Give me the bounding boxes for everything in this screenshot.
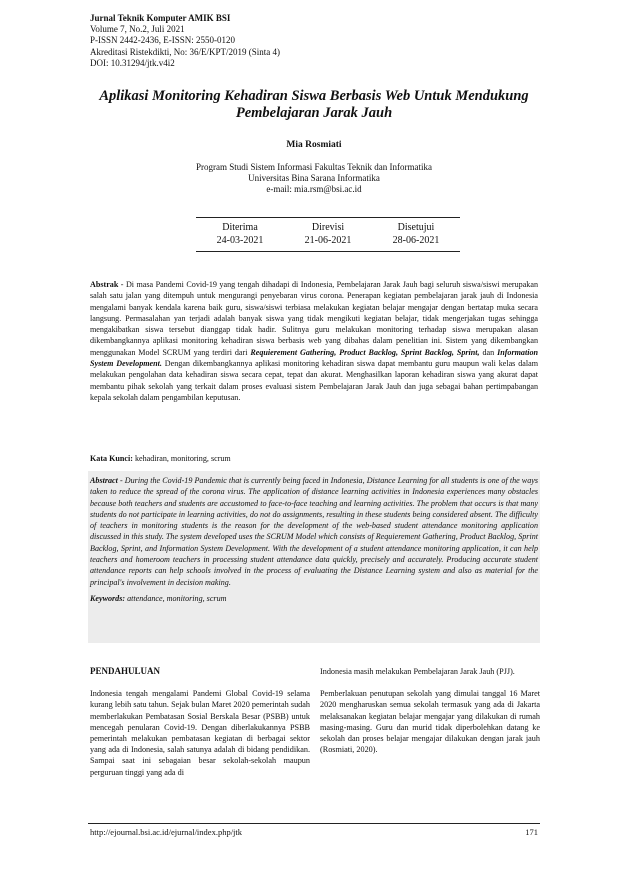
abstrak-text-1: - Di masa Pandemi Covid-19 yang tengah dihadapi di Indonesia, Pembelajaran Jarak Jauh bagi seluruh siswa/siswi merupakan salah satu jalan yang ditempuh untuk mengurangi penyebaran virus corona. Penerapan kegiatan pembelajaran jarak jauh di Indonesia mengalami banyak kendala karena baik guru, siswa/siswi terbiasa melakukan kegiatan belajar mengajar dengan bertatap muka secara langsung. Permasalahan yan terjadi adalah banyak siswa yang tidak mengikuti kegiatan belajar, tidak mengerjakan tugas sehingga mengakibatkan siswa tersebut dianggap tidak hadir. Sulitnya guru melakukan monitoring terhadap siswa merupakan alasan dikembangkannya aplikasi monitoring kehadiran siswa berbasis web yang dibahas dalam penelitian ini. Sistem yang dikembangkan menggunakan Model SCRUM yang terdiri dari: [90, 280, 538, 357]
date-label-revised: Direvisi: [311, 222, 345, 233]
date-value-received: 24-03-2021: [216, 235, 264, 246]
body-column-left: [90, 666, 310, 789]
keywords: [90, 594, 538, 603]
paper-title: Aplikasi Monitoring Kehadiran Siswa Berbasis Web Untuk Mendukung Pembelajaran Jarak Jauh: [99, 88, 529, 121]
author-email: e-mail: mia.rsm@bsi.ac.id: [266, 184, 362, 194]
journal-volume: Volume 7, No.2, Juli 2021: [90, 24, 185, 35]
body-paragraph: Pemberlakuan penutupan sekolah yang dimulai tanggal 16 Maret 2020 mengharuskan semua sekolah termasuk yang ada di Jakarta melaksanakan kegiatan belajar mengajar yang dilakukan di rumah masing-masing. Guru dan murid tidak diperbolehkan datang ke sekolah dan proses belajar mengajar dilakukan dengan jarak jauh (Rosmiati, 2020).: [320, 689, 540, 755]
abstract-label: Abstract: [90, 476, 118, 485]
journal-doi: DOI: 10.31294/jtk.v4i2: [90, 57, 175, 68]
kata-kunci: [90, 454, 231, 463]
author-name: Mia Rosmiati: [286, 140, 342, 150]
body-paragraph: Indonesia tengah mengalami Pandemi Global Covid-19 selama kurang lebih satu tahun. Sejak bulan Maret 2020 pemerintah sudah memberlakukan Pembatasan Sosial Berskala Besar (PSBB) untuk mencegah penularan Covid-19. Dengan diberlakukannya PSBB pemerintah melakukan pembatasan kegiatan di berbagai sektor yang ada di Indonesia, salah satunya adalah di bidang pendidikan. Sampai saat ini sebagaian besar sekolah-sekolah maupun perguruan tinggi yang ada di: [90, 689, 310, 777]
section-heading: PENDAHULUAN: [90, 666, 161, 676]
affiliation-program: Program Studi Sistem Informasi Fakultas Teknik dan Informatika: [196, 162, 432, 172]
abstract-english-box: [88, 471, 540, 643]
date-value-accepted: 28-06-2021: [392, 235, 440, 246]
affiliation-university: Universitas Bina Sarana Informatika: [248, 173, 380, 183]
dates-values-row: [196, 234, 460, 247]
body-column-right: [320, 666, 540, 766]
abstrak-indonesian: [90, 279, 538, 403]
submission-dates-table: [196, 217, 460, 252]
page-number: 171: [525, 827, 538, 837]
journal-issn: P-ISSN 2442-2436, E-ISSN: 2550-0120: [90, 35, 236, 46]
footer-url[interactable]: http://ejournal.bsi.ac.id/ejurnal/index.php/jtk: [90, 827, 243, 837]
page-footer: [90, 827, 538, 837]
journal-accreditation: Akreditasi Ristekdikti, No: 36/E/KPT/2019 (Sinta 4): [90, 46, 280, 57]
kata-kunci-label: Kata Kunci:: [90, 454, 133, 463]
abstrak-methods-italic: Requierement Gathering, Product Backlog, Sprint Backlog, Sprint,: [250, 347, 480, 357]
keywords-label: Keywords:: [90, 593, 126, 603]
abstract-text: - During the Covid-19 Pandemic that is currently being faced in Indonesia, Distance Learning for all students is one of the ways taken to reduce the spread of the corona virus. The application of distance learning activities in Indonesia experiences many obstacles because both teachers and students are accustomed to face-to-face teaching and learning activities. The problem that occurs is that many students do not participate in learning activities, do not do assignments, resulting in these students being considered absent. The difficulty of teachers in monitoring students is the reason for the development of the web-based student attendance monitoring application discussed in this study. The system developed uses the SCRUM Model which consists of Requierement Gathering, Product Backlog, Sprint Backlog, Sprint, and Information System Development. With the development of a student attendance monitoring application, it can help teachers and homeroom teachers in processing student attendance data quickly, precisely and accurately. Producing accurate student attendance reports can help schools involved in the process of evaluating the Distance Learning system and also as material for the principal's involvement in decision making.: [90, 476, 538, 587]
kata-kunci-text: kehadiran, monitoring, scrum: [132, 454, 231, 463]
abstrak-label: Abstrak: [90, 280, 119, 289]
dates-labels-row: [196, 221, 460, 234]
journal-header: [90, 13, 280, 69]
date-label-received: Diterima: [222, 222, 258, 233]
abstract-english: [90, 475, 538, 588]
abstrak-text-3: Dengan dikembangkannya aplikasi monitoring kehadiran siswa dapat membantu guru maupun wali kelas dalam melakukan pengolahan data kehadiran siswa secara cepat, tepat dan akurat. Menghasilkan laporan kehadiran siswa yang akurat dapat membantu pihak sekolah yang terkait dalam proses evaluasi sistem Pembelajaran Jarak Jauh dan juga sebagai bahan pertimpabangan kepala sekolah dalam pengambilan keputusan.: [90, 359, 539, 402]
abstrak-isd-italic: Information System Development.: [90, 347, 538, 369]
date-label-accepted: Disetujui: [397, 222, 435, 233]
abstrak-text-2: dan: [479, 347, 498, 357]
body-paragraph: Indonesia masih melakukan Pembelajaran Jarak Jauh (PJJ).: [320, 667, 515, 676]
footer-rule: [88, 823, 540, 824]
date-value-revised: 21-06-2021: [304, 235, 352, 246]
keywords-text: attendance, monitoring, scrum: [125, 593, 227, 603]
journal-name: Jurnal Teknik Komputer AMIK BSI: [90, 13, 231, 23]
affiliation: [90, 162, 538, 195]
